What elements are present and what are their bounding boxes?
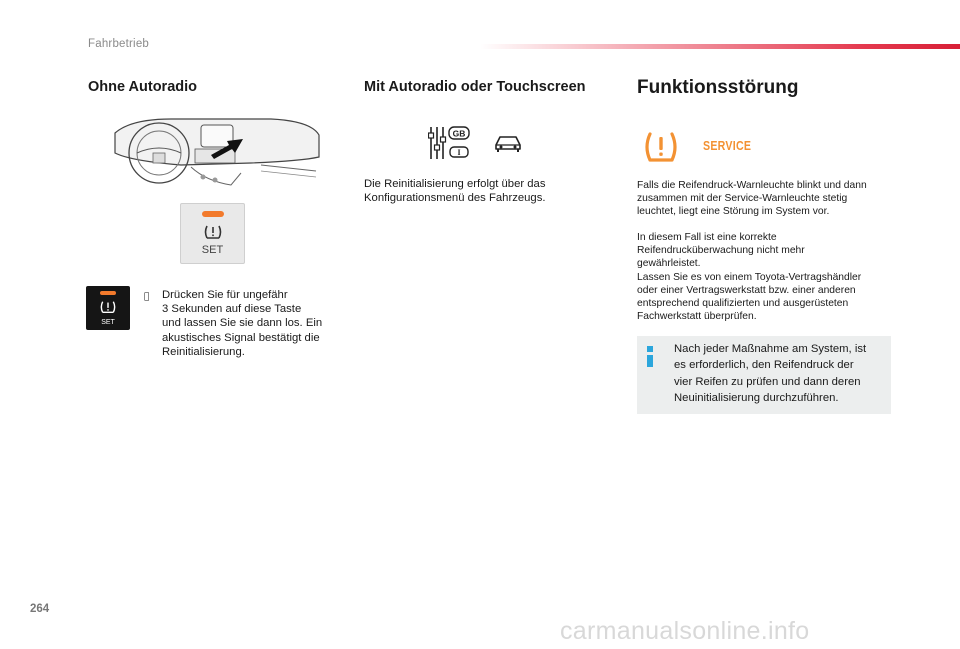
page-number: 264: [30, 603, 50, 615]
info-icon: [646, 346, 654, 367]
radio-text: Die Reinitialisierung erfolgt über das Konfigurationsmenü des Fahrzeugs.: [364, 178, 546, 205]
instruction-text: Drücken Sie für ungefähr 3 Sekunden auf diese Taste und lassen Sie sie dann los. Ein akustisches Signal bestätigt die Reinitialisierung.: [162, 289, 323, 358]
settings-sliders-icon: [428, 125, 472, 161]
watermark: carmanualsonline.info: [560, 617, 810, 645]
header-accent-bar: [480, 44, 960, 49]
dashboard-illustration: [111, 113, 323, 191]
info-text: Nach jeder Maßnahme am System, ist es erforderlich, den Reifendruck der vier Reifen zu prüfen und dann deren Neuinitialisierung durchzuführen.: [674, 343, 867, 404]
set-label: SET: [101, 319, 115, 326]
tire-pressure-warning-icon: [99, 299, 117, 315]
indicator-light: [202, 211, 224, 217]
info-box: [637, 336, 891, 414]
tire-pressure-warning-icon: [642, 130, 680, 166]
set-label: SET: [201, 244, 224, 256]
vehicle-icon: [492, 133, 524, 153]
malfunction-paragraph-1: Falls die Reifendruck-Warnleuchte blinkt und dann zusammen mit der Service-Warnleuchte stetig leuchtet, liegt eine Störung im System vor.: [637, 180, 867, 218]
i-label: I: [457, 148, 461, 157]
gb-label: GB: [452, 128, 466, 139]
tire-pressure-warning-icon: [203, 223, 223, 241]
malfunction-paragraph-2: In diesem Fall ist eine korrekte Reifendrucküberwachung nicht mehr gewährleistet. Lassen Sie es von einem Toyota-Vertragshändler oder einer Vertragswerkstatt bzw. einer anderen entsprechend qualifizierten und ausgerüsteten Fachwerkstatt überprüfen.: [637, 232, 862, 323]
heading-ohne-autoradio: Ohne Autoradio: [88, 79, 198, 95]
section-title: Fahrbetrieb: [88, 38, 150, 50]
service-warning-label: SERVICE: [703, 139, 752, 153]
heading-mit-autoradio: Mit Autoradio oder Touchscreen: [364, 79, 586, 95]
indicator-light: [100, 291, 116, 295]
bullet-marker: [144, 290, 149, 304]
set-button[interactable]: [86, 286, 130, 330]
tpms-set-panel: [180, 203, 245, 264]
heading-funktionsstoerung: Funktionsstörung: [637, 77, 799, 98]
